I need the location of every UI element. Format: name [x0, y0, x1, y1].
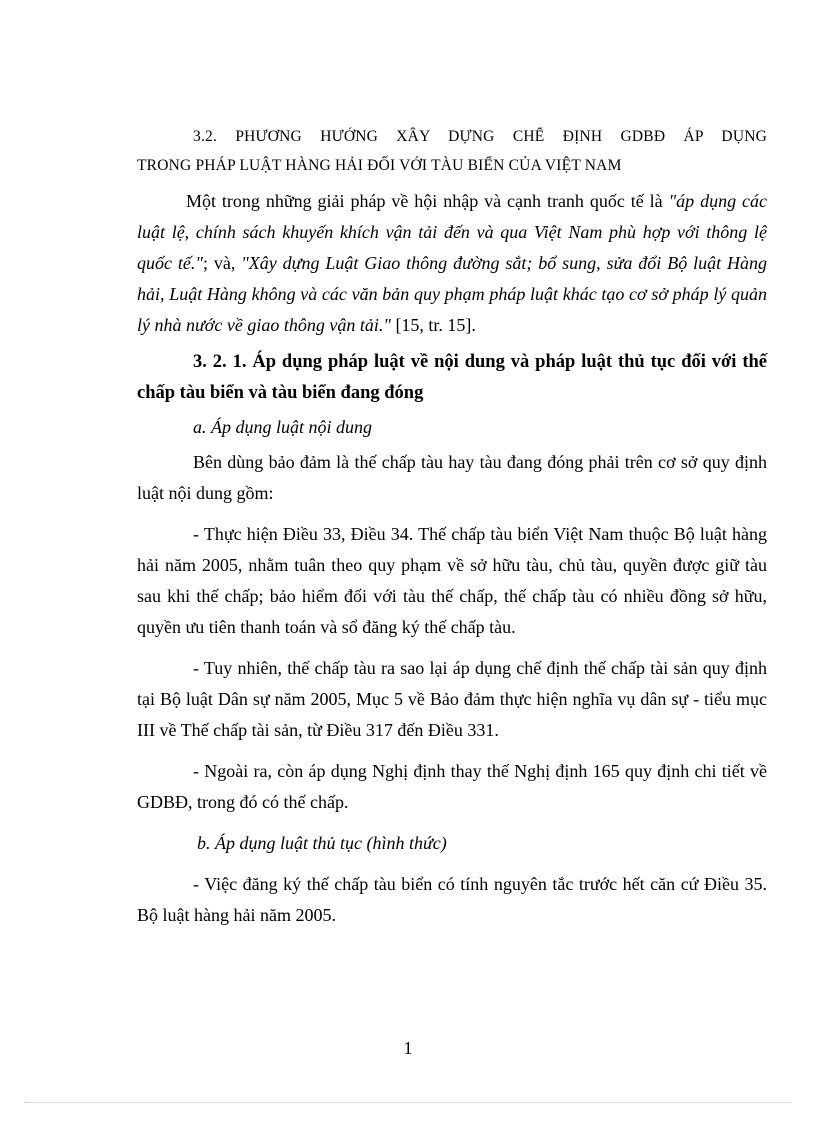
part-b-label: b. Áp dụng luật thủ tục (hình thức) [197, 833, 447, 853]
page-bottom-rule [24, 1102, 792, 1103]
page-content [137, 122, 767, 941]
part-a-label: a. Áp dụng luật nội dung [193, 417, 372, 437]
part-a-bullet-2: - Tuy nhiên, thế chấp tàu ra sao lại áp dụng chế định thế chấp tài sản quy định tại Bộ luật Dân sự năm 2005, Mục 5 về Bảo đảm thực hiện nghĩa vụ dân sự - tiểu mục III về Thế chấp tài sản, từ Điều 317 đến Điều 331. [137, 658, 767, 740]
section-heading-line2: TRONG PHÁP LUẬT HÀNG HẢI ĐỐI VỚI TÀU BIỂN CỦA VIỆT NAM [137, 157, 622, 174]
intro-paragraph [137, 186, 767, 341]
section-heading-line1: 3.2. PHƯƠNG HƯỚNG XÂY DỰNG CHẾ ĐỊNH GDBĐ ÁP DỤNG [193, 128, 767, 145]
part-a-paragraph: Bên dùng bảo đảm là thế chấp tàu hay tàu đang đóng phải trên cơ sở quy định luật nội dung gồm: [137, 452, 767, 503]
intro-quote-1: "áp dụng các luật lệ, chính sách khuyến khích vận tải đến và qua Việt Nam phù hợp với thông lệ quốc tế." [137, 191, 767, 273]
subsection-heading: 3. 2. 1. Áp dụng pháp luật về nội dung và pháp luật thủ tục đối với thế chấp tàu biển và tàu biển đang đóng [137, 352, 767, 403]
intro-quote-2: "Xây dựng Luật Giao thông đường sắt; bổ sung, sửa đổi Bộ luật Hàng hải, Luật Hàng không và các văn bản quy phạm pháp luật khác tạo cơ sở pháp lý quản lý nhà nước về giao thông vận tải." [137, 253, 767, 335]
intro-middle: ; và, [202, 253, 242, 273]
section-heading [137, 122, 767, 180]
intro-lead: Một trong những giải pháp về hội nhập và cạnh tranh quốc tế là [186, 191, 669, 211]
part-b-bullet-1: - Việc đăng ký thế chấp tàu biển có tính nguyên tắc trước hết căn cứ Điều 35. Bộ luật hàng hải năm 2005. [137, 874, 767, 925]
page-number: 1 [403, 1038, 413, 1058]
intro-citation: [15, tr. 15]. [390, 315, 476, 335]
part-a-bullet-1: - Thực hiện Điều 33, Điều 34. Thế chấp tàu biển Việt Nam thuộc Bộ luật hàng hải năm 2005, nhằm tuân theo quy phạm về sở hữu tàu, chủ tàu, quyền được giữ tàu sau khi thế chấp; bảo hiểm đối với tàu thế chấp, thế chấp tàu có nhiều đồng sở hữu, quyền ưu tiên thanh toán và sổ đăng ký thế chấp tàu. [137, 524, 767, 637]
part-a-bullet-3: - Ngoài ra, còn áp dụng Nghị định thay thế Nghị định 165 quy định chi tiết về GDBĐ, trong đó có thế chấp. [137, 761, 767, 812]
